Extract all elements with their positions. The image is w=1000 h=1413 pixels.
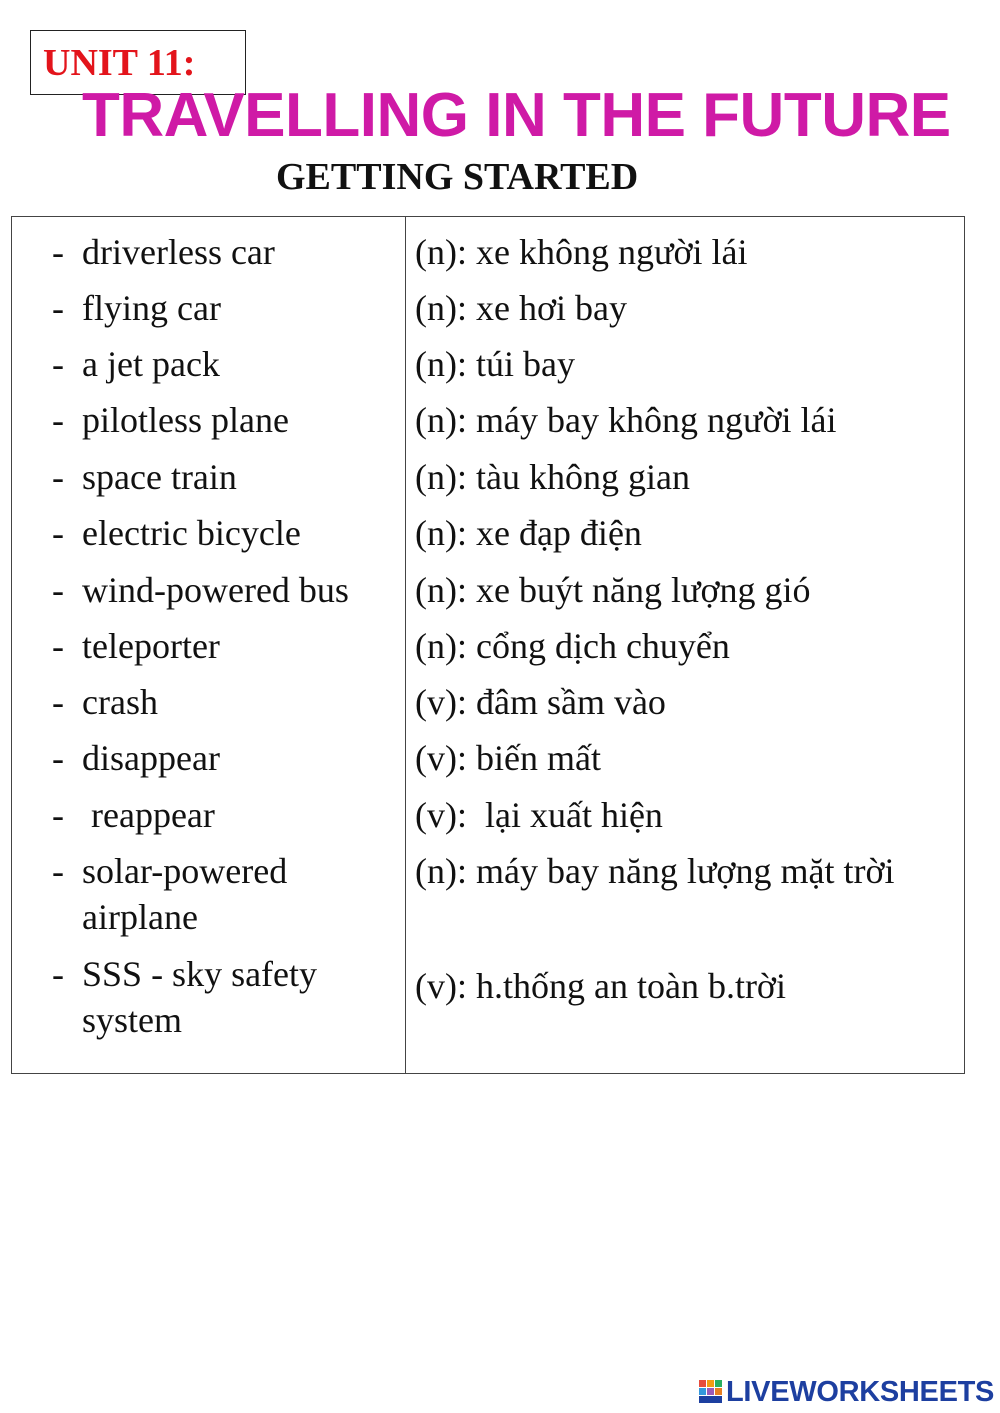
bullet-dash: - — [52, 400, 64, 440]
unit-label: UNIT 11: — [43, 42, 196, 84]
column-divider — [405, 217, 406, 1073]
vocab-meaning: (v): biến mất — [415, 738, 601, 778]
vocab-term: wind-powered bus — [82, 570, 349, 610]
vocab-term: teleporter — [82, 626, 220, 666]
bullet-dash: - — [52, 954, 64, 994]
liveworksheets-logo-icon — [698, 1378, 724, 1406]
vocab-meaning: (n): xe đạp điện — [415, 513, 642, 553]
vocab-term: disappear — [82, 738, 220, 778]
bullet-dash: - — [52, 232, 64, 272]
vocab-term: pilotless plane — [82, 400, 289, 440]
bullet-dash: - — [52, 513, 64, 553]
vocabulary-table — [11, 216, 965, 1074]
vocab-term: crash — [82, 682, 158, 722]
bullet-dash: - — [52, 795, 64, 835]
vocab-meaning: (n): máy bay không người lái — [415, 400, 837, 440]
section-title: GETTING STARTED — [276, 156, 639, 198]
brand-name: LIVEWORKSHEETS — [726, 1375, 995, 1408]
vocab-term: electric bicycle — [82, 513, 301, 553]
bullet-dash: - — [52, 626, 64, 666]
bullet-dash: - — [52, 738, 64, 778]
vocab-term: a jet pack — [82, 344, 220, 384]
bullet-dash: - — [52, 288, 64, 328]
bullet-dash: - — [52, 682, 64, 722]
vocab-term: space train — [82, 457, 237, 497]
vocab-meaning: (n): túi bay — [415, 344, 575, 384]
vocab-meaning: (n): máy bay năng lượng mặt trời — [415, 851, 895, 891]
bullet-dash: - — [52, 457, 64, 497]
vocab-meaning: (n): xe không người lái — [415, 232, 748, 272]
bullet-dash: - — [52, 344, 64, 384]
vocab-meaning: (n): cổng dịch chuyển — [415, 626, 730, 666]
vocab-term: reappear — [82, 795, 215, 835]
vocab-term: SSS - sky safety system — [82, 954, 327, 1040]
vocab-term: solar-powered airplane — [82, 851, 297, 937]
page-title: TRAVELLING IN THE FUTURE — [82, 81, 951, 150]
vocab-meaning: (n): tàu không gian — [415, 457, 690, 497]
vocab-meaning: (v): đâm sầm vào — [415, 682, 666, 722]
vocab-term: flying car — [82, 288, 221, 328]
vocab-term: driverless car — [82, 232, 275, 272]
vocab-meaning: (n): xe buýt năng lượng gió — [415, 570, 811, 610]
vocab-meaning: (v): h.thống an toàn b.trời — [415, 966, 786, 1006]
brand-footer[interactable] — [698, 1374, 994, 1410]
vocab-meaning: (v): lại xuất hiện — [415, 795, 663, 835]
bullet-dash: - — [52, 851, 64, 891]
bullet-dash: - — [52, 570, 64, 610]
vocab-meaning: (n): xe hơi bay — [415, 288, 627, 328]
